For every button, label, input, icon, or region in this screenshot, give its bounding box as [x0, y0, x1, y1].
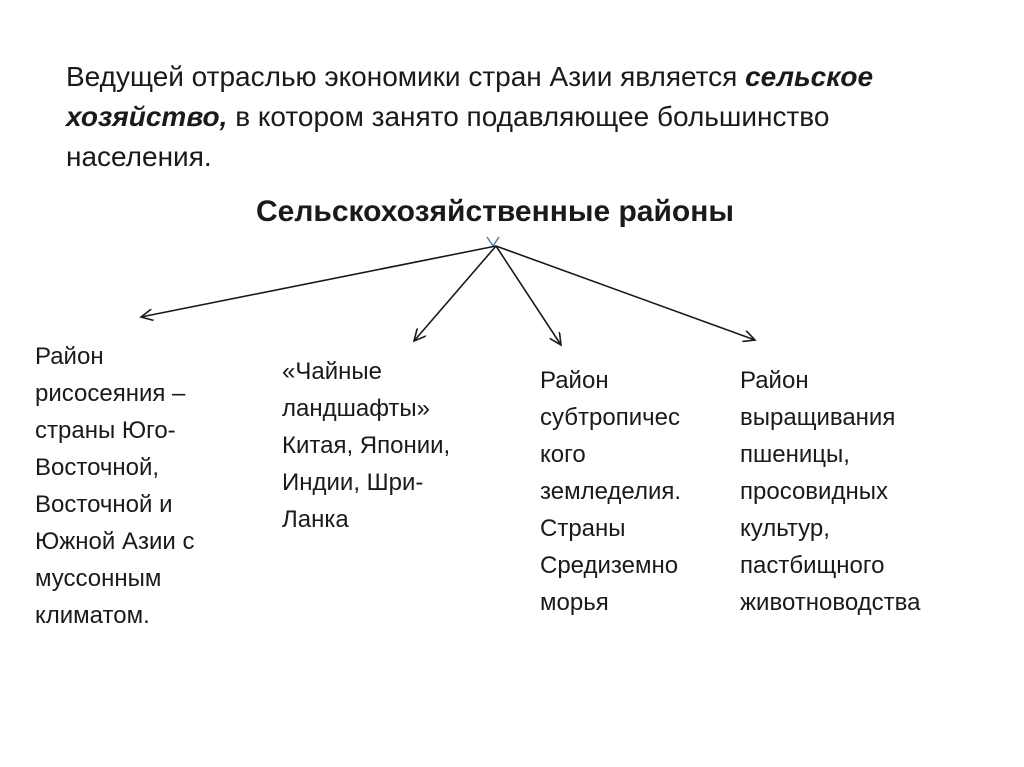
diagram-heading: Сельскохозяйственные районы	[256, 195, 734, 228]
region-subtropical: Район субтропичес кого земледелия. Страны Средиземно морья	[540, 367, 682, 616]
region-tea: «Чайные ландшафты» Китая, Японии, Индии, Шри- Ланка	[282, 358, 451, 533]
arrow-to-subtropical-region	[496, 246, 561, 345]
arrow-to-rice-region	[141, 246, 496, 317]
intro-part2: в котором занято подавляющее большинство населения.	[66, 101, 830, 172]
anchor-mark	[487, 237, 499, 246]
intro-part1: Ведущей отраслью экономики стран Азии является	[66, 61, 746, 92]
region-rice: Район рисосеяния – страны Юго- Восточной, Восточной и Южной Азии с муссонным климатом.	[35, 343, 195, 629]
intro-emphasis: сельское хозяйство,	[66, 61, 874, 132]
region-wheat: Район выращивания пшеницы, просовидных культур, пастбищного животноводства	[740, 367, 921, 616]
arrow-to-wheat-region	[496, 246, 755, 340]
